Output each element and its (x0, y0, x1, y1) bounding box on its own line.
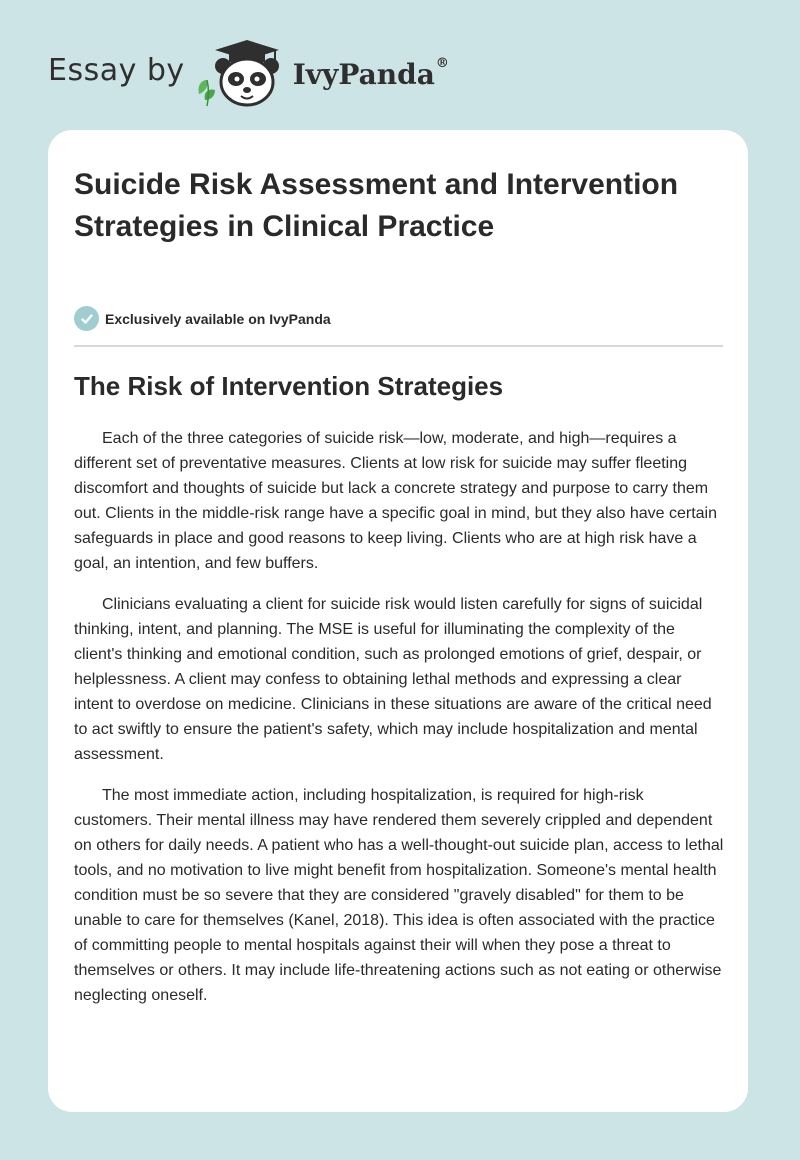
exclusive-badge (74, 306, 331, 331)
essay-by-ivypanda-logo[interactable] (48, 36, 449, 108)
paragraph: Each of the three categories of suicide risk—low, moderate, and high—requires a different set of preventative measures. Clients at low risk for suicide may suffer fleeting discomfort and thoughts of suicide but lack a concrete strategy and purpose to carry them out. Clients in the middle-risk range have a specific goal in mind, but they also have certain safeguards in place and good reasons to keep living. Clients who are at high risk have a goal, an intention, and few buffers. (74, 430, 718, 572)
article-body (74, 426, 724, 1024)
logo-prefix-text: Essay by (48, 52, 185, 88)
site-header (0, 0, 800, 128)
paragraph: Clinicians evaluating a client for suicide risk would listen carefully for signs of suicidal thinking, intent, and planning. The MSE is useful for illuminating the complexity of the client's thinking and emotional condition, such as prolonged emotions of grief, despair, or helplessness. A client may confess to obtaining lethal methods and expressing a clear intent to overdose on medicine. Clinicians in these situations are aware of the critical need to act swiftly to ensure the patient's safety, which may include hospitalization and mental assessment. (74, 596, 712, 763)
panda-graduate-icon (195, 36, 287, 108)
title-divider (74, 345, 723, 347)
brand-name: IvyPanda® (292, 55, 449, 91)
article-card (48, 130, 748, 1112)
leaf-icon (198, 80, 215, 106)
paragraph: The most immediate action, including hospitalization, is required for high-risk customers. Their mental illness may have rendered them severely crippled and dependent on others for daily needs. A patient who has a well-thought-out suicide plan, access to lethal tools, and no motivation to live might benefit from hospitalization. Someone's mental health condition must be so severe that they are considered "gravely disabled" for them to be unable to care for themselves (Kanel, 2018). This idea is often associated with the practice of committing people to mental hospitals against their will when they pose a threat to themselves or others. It may include life-threatening actions such as not eating or otherwise neglecting oneself. (74, 787, 724, 1004)
article-title: Suicide Risk Assessment and Intervention Strategies in Clinical Practice (74, 168, 679, 243)
check-circle-icon (74, 306, 99, 331)
exclusive-badge-text: Exclusively available on IvyPanda (105, 310, 331, 327)
section-heading: The Risk of Intervention Strategies (74, 371, 504, 401)
registered-mark: ® (435, 55, 449, 71)
